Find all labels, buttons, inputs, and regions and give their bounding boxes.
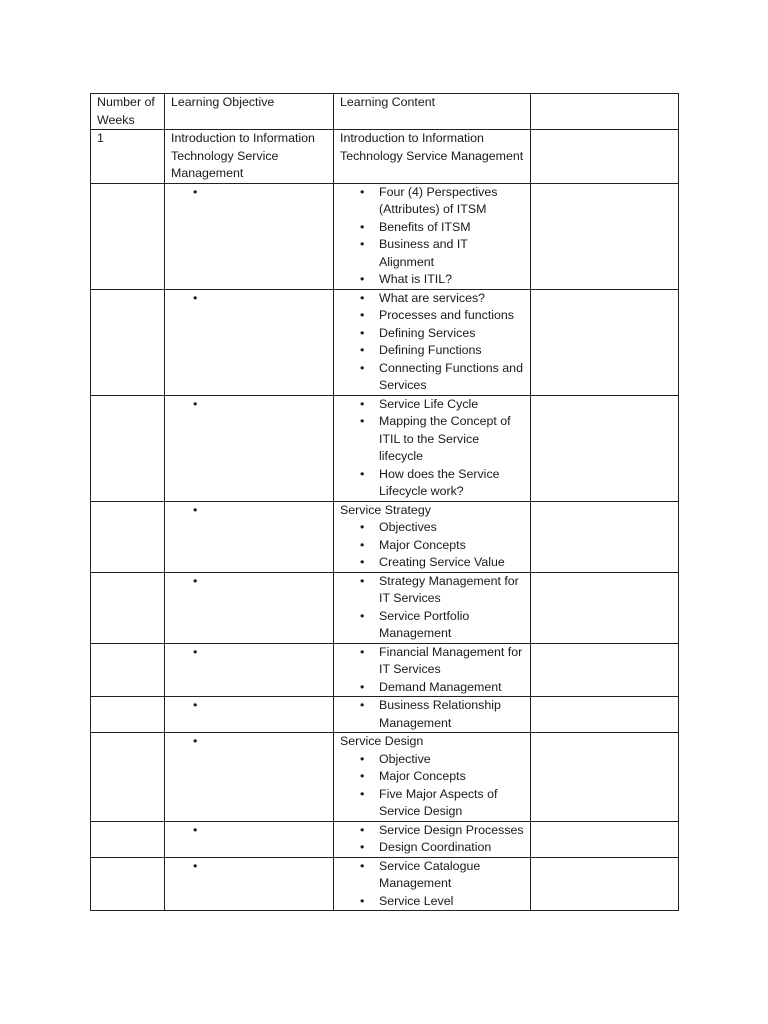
objective-bullet: • (193, 644, 198, 659)
list-item-text: Defining Services (379, 325, 476, 340)
week-cell (91, 289, 165, 395)
week-cell (91, 643, 165, 697)
table-row (91, 130, 679, 184)
list-item (340, 466, 524, 501)
table-row (91, 643, 679, 697)
bullet-icon: • (360, 893, 365, 908)
list-item-text: Objectives (379, 520, 437, 534)
bullet-icon: • (360, 290, 365, 305)
list-item (340, 751, 524, 769)
content-cell (334, 857, 531, 911)
list-item (340, 325, 524, 343)
list-item-text: Mapping the Concept of ITIL to the Service lifecycle (379, 414, 511, 463)
objective-cell (165, 733, 334, 822)
week-cell (91, 395, 165, 501)
list-item-text: Service Level (379, 893, 454, 908)
list-item (340, 360, 524, 395)
content-cell (334, 733, 531, 822)
header-content: Learning Content (334, 94, 531, 130)
objective-cell (165, 183, 334, 289)
bullet-icon: • (360, 520, 365, 534)
list-item (340, 290, 524, 308)
table-row (91, 733, 679, 822)
objective-bullet: • (193, 184, 198, 199)
list-item-text: Major Concepts (379, 769, 466, 783)
extra-cell (531, 183, 679, 289)
objective-cell (165, 572, 334, 643)
table-row (91, 183, 679, 289)
content-cell (334, 643, 531, 697)
table-body (91, 94, 679, 911)
content-list (340, 822, 524, 857)
list-item-text: Connecting Functions and Services (379, 360, 523, 392)
list-item (340, 413, 524, 466)
list-item-text: Service Catalogue Management (379, 858, 481, 890)
objective-bullet: • (193, 734, 198, 748)
list-item (340, 839, 524, 857)
week-cell (91, 733, 165, 822)
content-list (340, 396, 524, 501)
week-cell: 1 (91, 130, 165, 184)
bullet-icon: • (360, 325, 365, 340)
list-item (340, 768, 524, 786)
list-item (340, 236, 524, 271)
header-row (91, 94, 679, 130)
list-item (340, 342, 524, 360)
table-row (91, 821, 679, 857)
bullet-icon: • (360, 343, 365, 357)
week-cell (91, 501, 165, 572)
objective-cell (165, 821, 334, 857)
objective-cell: Introduction to Information Technology Service Management (165, 130, 334, 184)
extra-cell (531, 857, 679, 911)
list-item-text: Service Design Processes (379, 822, 524, 837)
bullet-icon: • (360, 414, 365, 428)
bullet-icon: • (360, 573, 365, 588)
bullet-icon: • (360, 360, 365, 375)
bullet-icon: • (360, 219, 365, 234)
list-item-text: Financial Management for IT Services (379, 644, 523, 676)
objective-bullet: • (193, 858, 198, 873)
bullet-icon: • (360, 237, 365, 251)
list-item (340, 271, 524, 289)
content-cell (334, 697, 531, 733)
table-row (91, 572, 679, 643)
header-objective: Learning Objective (165, 94, 334, 130)
objective-bullet: • (193, 698, 198, 712)
list-item-text: Creating Service Value (379, 555, 505, 569)
extra-cell (531, 501, 679, 572)
list-item (340, 858, 524, 893)
content-list (340, 290, 524, 395)
table-row (91, 289, 679, 395)
list-item (340, 786, 524, 821)
content-cell (334, 572, 531, 643)
list-item-text: How does the Service Lifecycle work? (379, 466, 500, 498)
bullet-icon: • (360, 822, 365, 837)
content-cell (334, 289, 531, 395)
content-cell (334, 501, 531, 572)
list-item-text: Service Life Cycle (379, 396, 479, 411)
list-item (340, 396, 524, 414)
header-extra (531, 94, 679, 130)
list-item-text: What are services? (379, 290, 486, 305)
content-cell (334, 130, 531, 184)
syllabus-table (90, 93, 679, 911)
bullet-icon: • (360, 858, 365, 873)
content-list (340, 858, 524, 911)
list-item-text: Design Coordination (379, 840, 492, 854)
list-item-text: Business and IT Alignment (379, 237, 468, 269)
list-item-text: Five Major Aspects of Service Design (379, 786, 498, 818)
bullet-icon: • (360, 396, 365, 411)
objective-cell (165, 643, 334, 697)
objective-cell (165, 395, 334, 501)
content-list (340, 751, 524, 821)
list-item-text: What is ITIL? (379, 272, 452, 286)
content-heading: Service Design (340, 734, 424, 748)
bullet-icon: • (360, 840, 365, 854)
list-item-text: Defining Functions (379, 343, 482, 357)
list-item (340, 219, 524, 237)
content-heading: Service Strategy (340, 502, 431, 517)
list-item-text: Strategy Management for IT Services (379, 573, 519, 605)
week-cell (91, 183, 165, 289)
list-item-text: Processes and functions (379, 308, 514, 322)
list-item (340, 893, 524, 911)
bullet-icon: • (360, 698, 365, 712)
list-item (340, 822, 524, 840)
objective-bullet: • (193, 573, 198, 588)
list-item (340, 608, 524, 643)
bullet-icon: • (360, 272, 365, 286)
extra-cell (531, 643, 679, 697)
content-list (340, 184, 524, 289)
list-item-text: Service Portfolio Management (379, 608, 470, 640)
bullet-icon: • (360, 555, 365, 569)
list-item (340, 679, 524, 697)
objective-cell (165, 697, 334, 733)
bullet-icon: • (360, 537, 365, 552)
objective-cell (165, 289, 334, 395)
bullet-icon: • (360, 679, 365, 694)
list-item (340, 554, 524, 572)
extra-cell (531, 130, 679, 184)
list-item-text: Demand Management (379, 679, 502, 694)
table-row (91, 501, 679, 572)
list-item-text: Business Relationship Management (379, 698, 501, 730)
bullet-icon: • (360, 769, 365, 783)
bullet-icon: • (360, 308, 365, 322)
table-row (91, 395, 679, 501)
objective-bullet: • (193, 290, 198, 305)
objective-bullet: • (193, 822, 198, 837)
extra-cell (531, 697, 679, 733)
content-cell (334, 821, 531, 857)
bullet-icon: • (360, 466, 365, 481)
list-item (340, 519, 524, 537)
list-item (340, 537, 524, 555)
table-row (91, 697, 679, 733)
week-cell (91, 821, 165, 857)
list-item-text: Major Concepts (379, 537, 466, 552)
bullet-icon: • (360, 644, 365, 659)
content-list (340, 644, 524, 697)
extra-cell (531, 821, 679, 857)
content-heading: Introduction to Information Technology Service Management (340, 131, 524, 163)
objective-bullet: • (193, 502, 198, 517)
objective-cell (165, 857, 334, 911)
extra-cell (531, 395, 679, 501)
bullet-icon: • (360, 184, 365, 199)
list-item (340, 697, 524, 732)
week-cell (91, 697, 165, 733)
list-item-text: Objective (379, 751, 431, 766)
content-list (340, 697, 524, 732)
bullet-icon: • (360, 751, 365, 766)
list-item (340, 573, 524, 608)
extra-cell (531, 733, 679, 822)
week-cell (91, 572, 165, 643)
content-cell (334, 395, 531, 501)
bullet-icon: • (360, 786, 365, 801)
week-cell (91, 857, 165, 911)
content-list (340, 573, 524, 643)
objective-bullet: • (193, 396, 198, 411)
objective-cell (165, 501, 334, 572)
extra-cell (531, 572, 679, 643)
list-item-text: Benefits of ITSM (379, 219, 471, 234)
header-weeks: Number of Weeks (91, 94, 165, 130)
list-item-text: Four (4) Perspectives (Attributes) of ITSM (379, 184, 498, 216)
list-item (340, 644, 524, 679)
list-item (340, 307, 524, 325)
list-item (340, 184, 524, 219)
content-cell (334, 183, 531, 289)
content-list (340, 519, 524, 572)
extra-cell (531, 289, 679, 395)
table-row (91, 857, 679, 911)
bullet-icon: • (360, 608, 365, 623)
